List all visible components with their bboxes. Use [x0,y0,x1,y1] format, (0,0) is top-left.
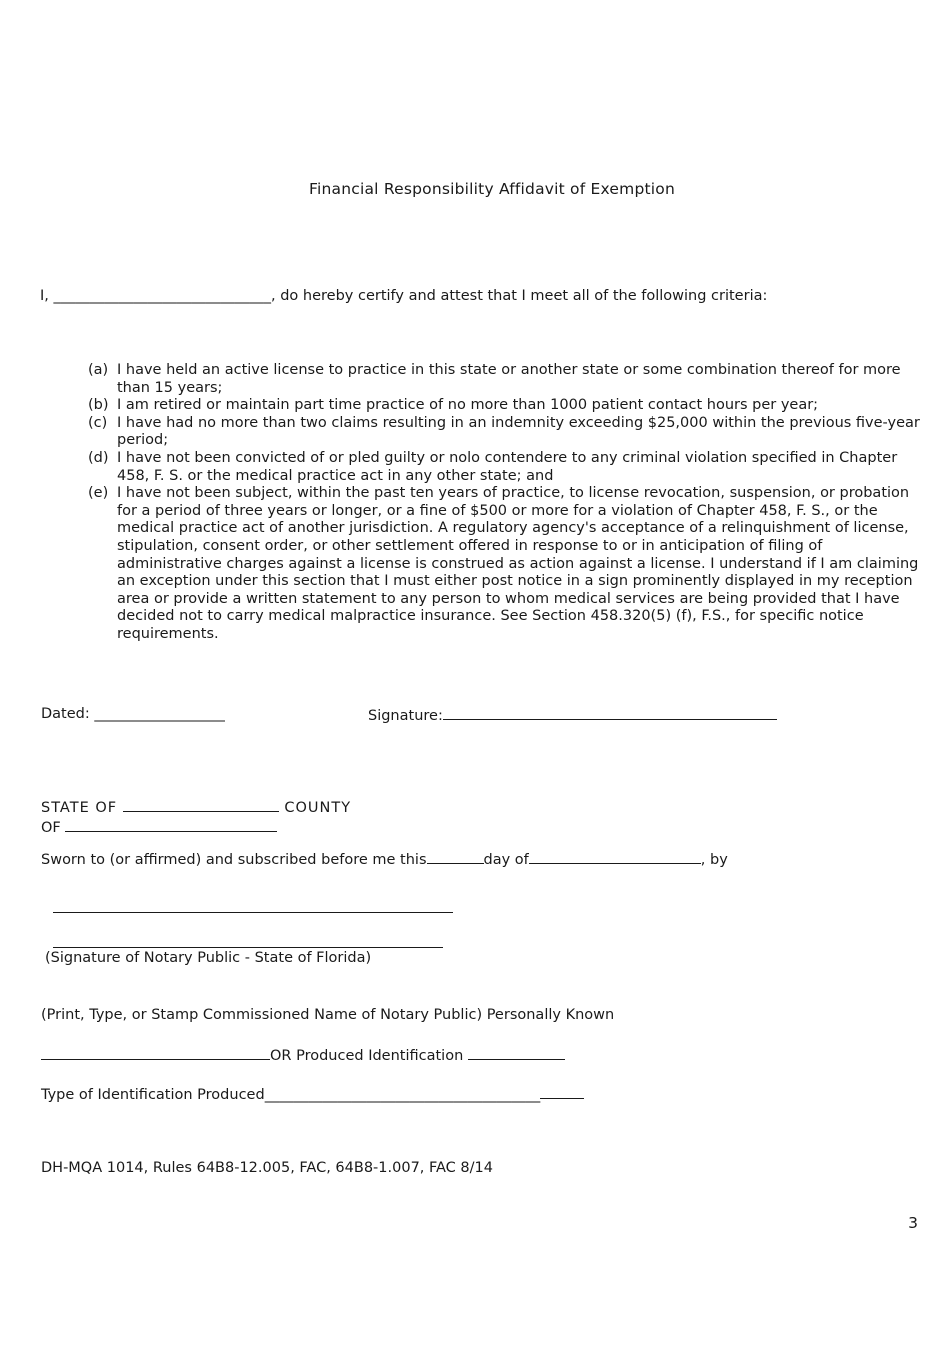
criteria-list [88,362,923,644]
of-label: OF [41,820,61,836]
of-row [41,819,277,836]
criteria-item-a [88,362,923,397]
id-type-blank[interactable]: ______________________________________ [264,1087,541,1103]
criteria-text: I have held an active license to practice in this state or another state or some combination thereof for more than 15 years; [117,362,901,396]
signature-row [368,707,777,724]
criteria-label: (e) [88,485,109,502]
intro-statement [40,289,767,304]
criteria-text: I have not been subject, within the past ten years of practice, to license revocation, suspension, or probation for a period of three years or longer, or a fine of $500 or more for a violation of Chapter 458, F. S., or the medical practice act of another jurisdiction. A regulatory agency's acceptance of a relinquishment of license, stipulation, consent order, or other settlement offered in response to or in anticipation of filing of administrative charges against a license is construed as action against a license. I understand if I am claiming an exception under this section that I must either post notice in a sign prominently displayed in my reception area or provide a written statement to any person to whom medical services are being provided that I have decided not to carry medical malpractice insurance. See Section 458.320(5) (f), F.S., for specific notice requirements. [117,485,919,642]
state-line[interactable] [123,799,279,812]
name-blank[interactable]: ______________________________ [53,288,271,304]
form-footer: DH-MQA 1014, Rules 64B8-12.005, FAC, 64B8-1.007, FAC 8/14 [41,1160,493,1176]
county-line[interactable] [65,819,277,832]
criteria-item-d [88,450,923,485]
or-produced-label: OR Produced Identification [270,1048,464,1064]
signature-label: Signature: [368,708,443,724]
sworn-by-label: , by [700,852,728,868]
criteria-text: I have not been convicted of or pled guilty or nolo contendere to any criminal violation specified in Chapter 458, F. S. or the medical practice act in any other state; and [117,449,898,484]
criteria-label: (a) [88,362,109,378]
sworn-day-label: day of [483,852,529,868]
criteria-item-b [88,397,923,415]
signature-line[interactable] [443,707,777,720]
state-row [41,799,351,816]
criteria-item-c [88,415,923,450]
id-type-label: Type of Identification Produced [41,1087,265,1103]
county-label: COUNTY [284,800,352,816]
identification-row [41,1047,565,1064]
criteria-label: (b) [88,397,109,414]
criteria-item-e [88,485,923,643]
affiant-name-line[interactable] [53,900,453,913]
month-line[interactable] [529,851,701,864]
day-line[interactable] [427,851,484,864]
intro-prefix: I, [40,288,49,304]
personally-known-line[interactable] [41,1047,270,1060]
notary-signature-label: (Signature of Notary Public - State of Florida) [45,950,372,966]
page-title: Financial Responsibility Affidavit of Exemption [309,180,675,198]
produced-id-line[interactable] [468,1047,565,1060]
state-of-label: STATE OF [41,800,118,816]
dated-blank[interactable]: __________________ [94,706,225,722]
id-type-line[interactable] [540,1086,584,1099]
notary-signature-line[interactable] [53,935,443,948]
print-name-label: (Print, Type, or Stamp Commissioned Name of Notary Public) Personally Known [41,1007,615,1023]
sworn-row [41,851,728,868]
criteria-label: (c) [88,414,108,431]
criteria-text: I have had no more than two claims resulting in an indemnity exceeding $25,000 within the previous five-year period; [117,414,920,449]
criteria-text: I am retired or maintain part time practice of no more than 1000 patient contact hours per year; [117,397,819,414]
sworn-prefix: Sworn to (or affirmed) and subscribed before me this [41,852,427,868]
id-type-row [41,1086,584,1103]
intro-suffix: , do hereby certify and attest that I meet all of the following criteria: [271,288,768,304]
dated-row [41,707,225,722]
page-number: 3 [908,1214,918,1232]
dated-label: Dated: [41,706,90,722]
criteria-label: (d) [88,449,109,466]
